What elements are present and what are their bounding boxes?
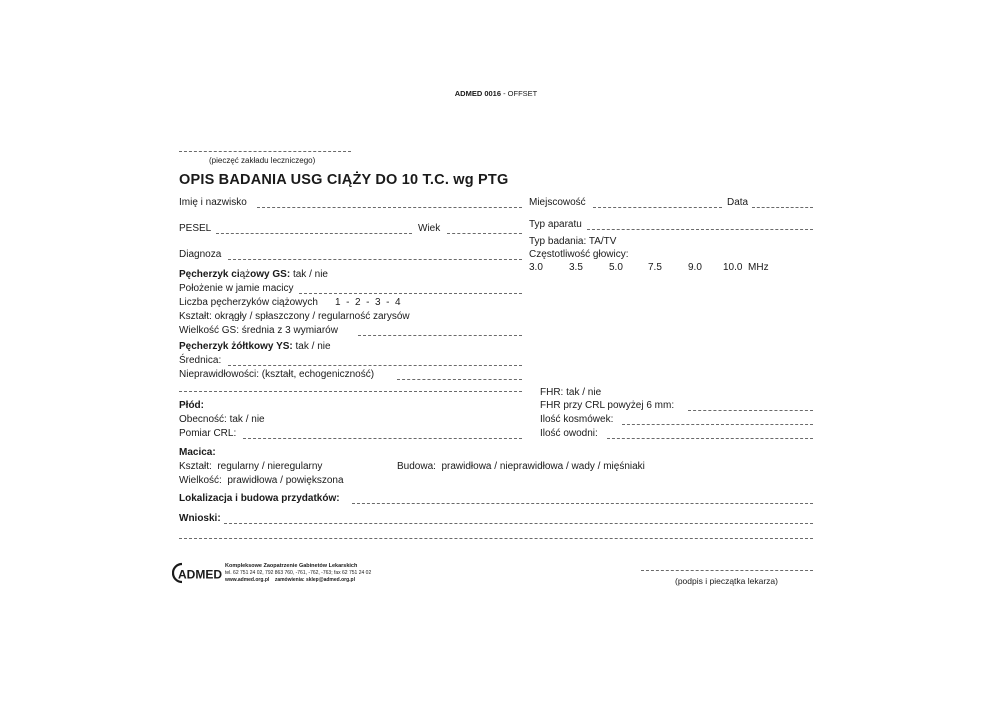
age-field[interactable]	[447, 233, 522, 234]
ys-heading	[179, 341, 331, 352]
gs-label-a: Pęcherzyk ci	[179, 269, 240, 280]
uterus-shape[interactable]: Kształt: regularny / nieregularny	[179, 461, 323, 472]
signature-caption: (podpis i pieczątka lekarza)	[675, 576, 778, 586]
gs-position-label: Położenie w jamie macicy	[179, 283, 294, 294]
frequency-option[interactable]: 3.5	[569, 262, 583, 273]
uterus-size[interactable]: Wielkość: prawidłowa / powiększona	[179, 475, 344, 486]
adnexa-field[interactable]	[352, 503, 813, 504]
gs-position-field[interactable]	[299, 293, 522, 294]
conclusions-label: Wnioski:	[179, 513, 221, 524]
crl-field[interactable]	[243, 438, 522, 439]
gs-label-b: ąż	[239, 269, 251, 280]
ys-label: Pęcherzyk żółtkowy YS:	[179, 341, 293, 352]
diagnosis-field[interactable]	[228, 259, 522, 260]
frequency-option[interactable]: 9.0	[688, 262, 702, 273]
ys-abnormal-label: Nieprawidłowości: (kształt, echogeniczność)	[179, 369, 375, 380]
pesel-field[interactable]	[216, 233, 412, 234]
ys-options[interactable]: tak / nie	[292, 341, 331, 352]
exam-type[interactable]: Typ badania: TA/TV	[529, 236, 617, 247]
fetus-presence[interactable]: Obecność: tak / nie	[179, 414, 265, 425]
gs-options[interactable]: tak / nie	[290, 269, 328, 280]
uterus-structure[interactable]: Budowa: prawidłowa / nieprawidłowa / wady / mięśniaki	[397, 461, 645, 472]
frequency-label: Częstotliwość głowicy:	[529, 249, 629, 260]
form-code-number: ADMED 0016	[454, 89, 502, 98]
fhr[interactable]: FHR: tak / nie	[540, 387, 602, 398]
place-label: Miejscowość	[529, 197, 586, 208]
gs-size-field[interactable]	[358, 335, 522, 336]
frequency-option[interactable]: 3.0	[529, 262, 543, 273]
uterus-title: Macica:	[179, 447, 216, 458]
gs-label-c: owy GS:	[250, 269, 291, 280]
frequency-option[interactable]: 5.0	[609, 262, 623, 273]
gs-count-options[interactable]: 1 - 2 - 3 - 4	[335, 297, 401, 308]
crl-label: Pomiar CRL:	[179, 428, 237, 439]
diagnosis-label: Diagnoza	[179, 249, 222, 260]
company-name: Kompleksowe Zaopatrzenie Gabinetów Lekarskich	[225, 563, 358, 569]
company-contact: tel. 62 751 24 02, 792 863 760, -761, -762, -763; fax 62 751 24 02	[225, 570, 372, 576]
gs-count-label: Liczba pęcherzyków ciążowych	[179, 297, 318, 308]
admed-logo-icon	[172, 562, 224, 584]
fetus-title: Płód:	[179, 400, 204, 411]
stamp-line[interactable]	[179, 151, 351, 152]
conclusions-field[interactable]	[224, 523, 813, 524]
extra-line[interactable]	[179, 391, 522, 392]
stamp-caption: (pieczęć zakładu leczniczego)	[209, 156, 316, 165]
gs-shape[interactable]: Kształt: okrągły / spłaszczony / regularność zarysów	[179, 311, 410, 322]
villi-label: Ilość kosmówek:	[540, 414, 614, 425]
gs-heading	[179, 269, 328, 280]
company-web: www.admed.org.pl zamówienia: sklep@admed.org.pl	[225, 577, 355, 583]
fhr-crl-label: FHR przy CRL powyżej 6 mm:	[540, 400, 675, 411]
name-field[interactable]	[257, 207, 522, 208]
device-label: Typ aparatu	[529, 219, 582, 230]
form-title: OPIS BADANIA USG CIĄŻY DO 10 T.C. wg PTG	[179, 172, 509, 188]
name-label: Imię i nazwisko	[179, 197, 247, 208]
gs-size-label: Wielkość GS: średnia z 3 wymiarów	[179, 325, 338, 336]
logo-text: ADMED	[178, 567, 222, 582]
age-label: Wiek	[418, 223, 441, 234]
ys-abnormal-field[interactable]	[397, 379, 522, 380]
frequency-option[interactable]: 7.5	[648, 262, 662, 273]
form-code	[0, 89, 992, 98]
device-field[interactable]	[587, 229, 813, 230]
fhr-crl-field[interactable]	[688, 410, 813, 411]
ys-diameter-field[interactable]	[228, 365, 522, 366]
place-field[interactable]	[593, 207, 722, 208]
amnion-field[interactable]	[607, 438, 813, 439]
adnexa-label: Lokalizacja i budowa przydatków:	[179, 493, 340, 504]
frequency-option[interactable]: 10.0 MHz	[723, 262, 769, 273]
admed-logo	[172, 562, 224, 587]
conclusions-field-2[interactable]	[179, 538, 813, 539]
villi-field[interactable]	[622, 424, 813, 425]
form-code-suffix: - OFFSET	[501, 89, 538, 98]
ys-diameter-label: Średnica:	[179, 355, 222, 366]
signature-line[interactable]	[641, 570, 813, 571]
date-label: Data	[727, 197, 749, 208]
date-field[interactable]	[752, 207, 813, 208]
amnion-label: Ilość owodni:	[540, 428, 598, 439]
pesel-label: PESEL	[179, 223, 212, 234]
